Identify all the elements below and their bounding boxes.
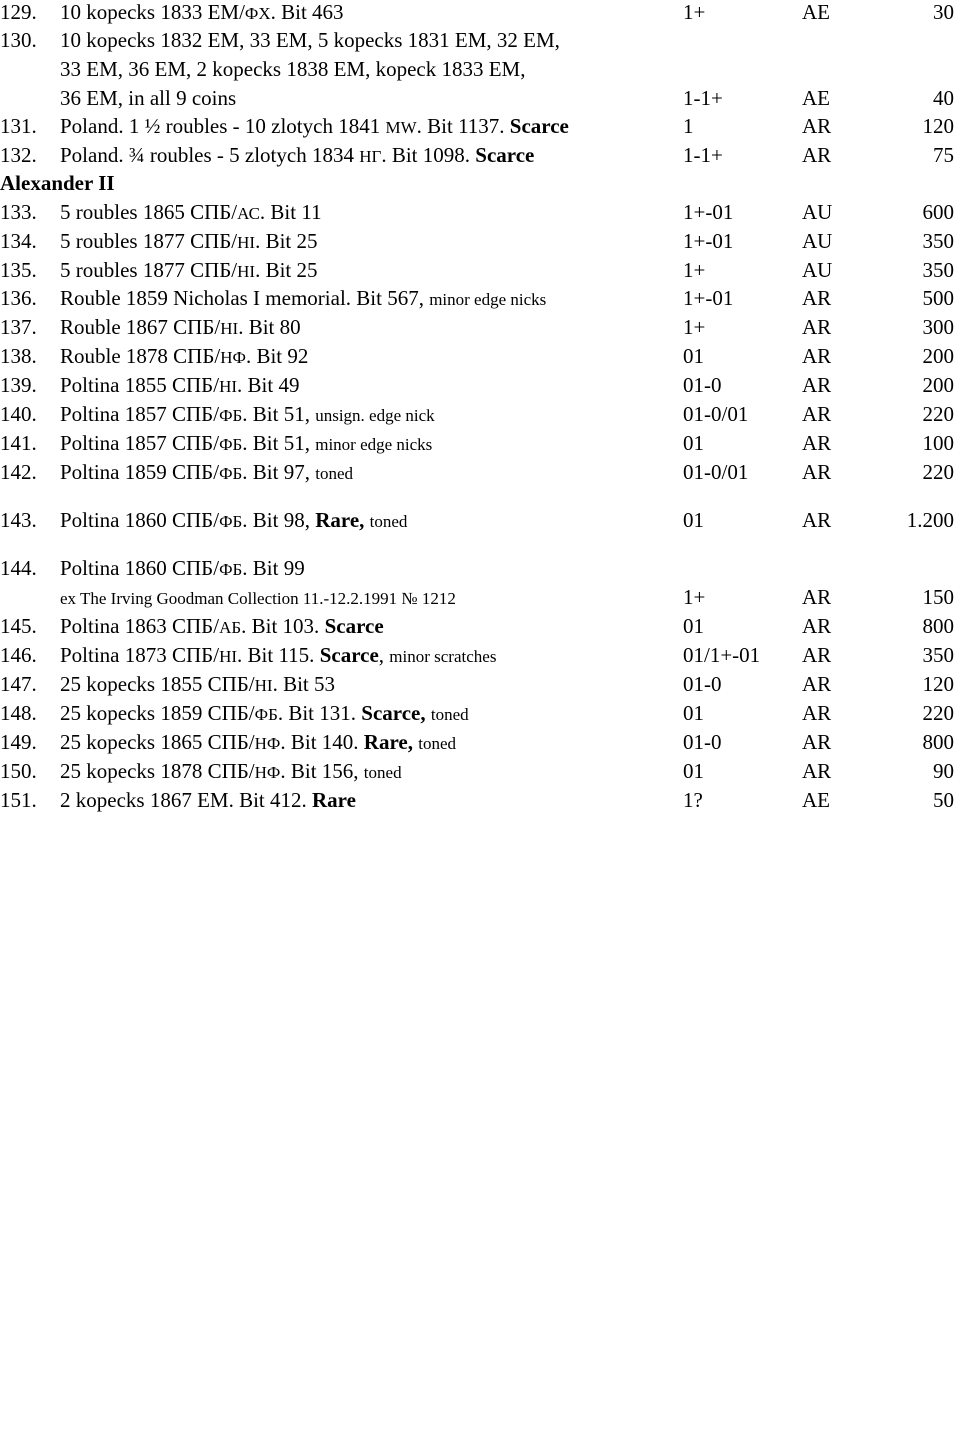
lot-row bbox=[0, 0, 960, 27]
description-part: . Bit 25 bbox=[255, 229, 318, 253]
lot-price: 30 bbox=[933, 0, 954, 24]
lot-description bbox=[60, 506, 407, 536]
lot-price: 1.200 bbox=[906, 508, 954, 532]
lot-description bbox=[60, 670, 335, 700]
lot-row bbox=[0, 371, 960, 400]
lot-row bbox=[0, 583, 960, 612]
description-part: . Bit 11 bbox=[259, 200, 322, 224]
lot-description bbox=[60, 26, 560, 55]
lot-price: 350 bbox=[922, 258, 954, 282]
lot-number: 143. bbox=[0, 508, 37, 532]
lot-number: 142. bbox=[0, 460, 37, 484]
lot-grade: 01 bbox=[683, 431, 704, 455]
lot-metal: AR bbox=[802, 431, 832, 455]
description-part: НФ bbox=[220, 348, 246, 367]
lot-row bbox=[0, 55, 960, 84]
description-part: Poltina 1873 СПБ/ bbox=[60, 643, 220, 667]
lot-grade: 01-0 bbox=[683, 373, 722, 397]
lot-price: 800 bbox=[922, 730, 954, 754]
lot-grade: 01-0/01 bbox=[683, 460, 749, 484]
lot-metal: AR bbox=[802, 730, 832, 754]
lot-number: 136. bbox=[0, 286, 37, 310]
description-part: . Bit 25 bbox=[255, 258, 318, 282]
lot-description bbox=[60, 612, 384, 642]
description-part: 25 kopecks 1878 СПБ/ bbox=[60, 759, 255, 783]
description-part: 33 EM, 36 EM, 2 kopecks 1838 EM, kopeck 1833 EM, bbox=[60, 57, 526, 81]
lot-grade: 01/1+-01 bbox=[683, 643, 761, 667]
lot-price: 220 bbox=[922, 701, 954, 725]
lot-price: 90 bbox=[933, 759, 954, 783]
lot-number: 146. bbox=[0, 643, 37, 667]
lot-number: 138. bbox=[0, 344, 37, 368]
lot-price: 220 bbox=[922, 402, 954, 426]
lot-grade: 01-0/01 bbox=[683, 402, 749, 426]
lot-description bbox=[60, 786, 356, 815]
lot-price: 300 bbox=[922, 315, 954, 339]
lot-number: 151. bbox=[0, 788, 37, 812]
description-part: . Bit 99 bbox=[242, 556, 305, 580]
lot-number: 148. bbox=[0, 701, 37, 725]
lot-number: 150. bbox=[0, 759, 37, 783]
lot-row bbox=[0, 670, 960, 699]
description-part: . Bit 98, bbox=[242, 508, 316, 532]
lot-description bbox=[60, 112, 569, 142]
lot-grade: 1-1+ bbox=[683, 86, 723, 110]
lot-grade: 1? bbox=[683, 788, 703, 812]
description-part: 36 EM, in all 9 coins bbox=[60, 86, 237, 110]
lot-description bbox=[60, 84, 236, 113]
description-part: 10 kopecks 1833 EM/ bbox=[60, 0, 245, 24]
lot-description bbox=[60, 583, 456, 613]
description-part: . Bit 140. bbox=[280, 730, 364, 754]
lot-row bbox=[0, 506, 960, 535]
description-part: . Bit 156, bbox=[280, 759, 364, 783]
description-part: . Bit 49 bbox=[237, 373, 300, 397]
lot-metal: AR bbox=[802, 701, 832, 725]
lot-metal: AR bbox=[802, 585, 832, 609]
lot-description bbox=[60, 55, 525, 84]
description-part: toned bbox=[315, 464, 353, 483]
description-part: . Bit 80 bbox=[238, 315, 301, 339]
lot-description bbox=[60, 757, 402, 787]
lot-row bbox=[0, 400, 960, 429]
description-part: Rare bbox=[312, 788, 356, 812]
description-part: . Bit 115. bbox=[237, 643, 320, 667]
lot-row bbox=[0, 699, 960, 728]
lot-price: 350 bbox=[922, 229, 954, 253]
lot-number: 130. bbox=[0, 28, 37, 52]
lot-description bbox=[60, 284, 546, 314]
lot-number: 137. bbox=[0, 315, 37, 339]
lot-metal: AR bbox=[802, 460, 832, 484]
description-part: toned bbox=[430, 705, 469, 724]
lot-row bbox=[0, 112, 960, 141]
description-part: . Bit 97, bbox=[242, 460, 316, 484]
description-part: . Bit 51, bbox=[242, 402, 316, 426]
description-part: minor edge nicks bbox=[429, 290, 547, 309]
lot-metal: AR bbox=[802, 286, 832, 310]
lot-row bbox=[0, 554, 960, 583]
description-part: ФХ bbox=[244, 4, 271, 23]
description-part: Rouble 1878 СПБ/ bbox=[60, 344, 221, 368]
lot-price: 800 bbox=[922, 614, 954, 638]
description-part: Poltina 1860 СПБ/ bbox=[60, 556, 220, 580]
lot-metal: AU bbox=[802, 229, 833, 253]
lot-row bbox=[0, 757, 960, 786]
lot-description bbox=[60, 641, 496, 671]
description-part: Poltina 1857 СПБ/ bbox=[60, 431, 220, 455]
description-part: НІ bbox=[219, 377, 238, 396]
lot-grade: 01 bbox=[683, 614, 704, 638]
lot-row bbox=[0, 641, 960, 670]
lot-row bbox=[0, 786, 960, 815]
lot-grade: 01-0 bbox=[683, 730, 722, 754]
description-part: , bbox=[378, 643, 390, 667]
lot-metal: AR bbox=[802, 315, 832, 339]
description-part: Rouble 1867 СПБ/ bbox=[60, 315, 221, 339]
lot-metal: AR bbox=[802, 143, 832, 167]
description-part: . Bit 1137. bbox=[416, 114, 510, 138]
lot-grade: 1+-01 bbox=[683, 286, 734, 310]
section-heading: Alexander II bbox=[0, 171, 115, 195]
lot-description bbox=[60, 699, 469, 729]
lot-description bbox=[60, 371, 299, 401]
lot-metal: AR bbox=[802, 672, 832, 696]
description-part: Scarce bbox=[319, 643, 379, 667]
description-part: ex The Irving Goodman Collection 11.-12.2.1991 № 1212 bbox=[60, 589, 456, 608]
description-part: НІ bbox=[219, 647, 238, 666]
lot-description bbox=[60, 554, 305, 584]
description-part: Scarce bbox=[475, 143, 535, 167]
description-part: ФБ bbox=[219, 560, 243, 579]
description-part: Poltina 1859 СПБ/ bbox=[60, 460, 220, 484]
description-part: НІ bbox=[237, 262, 256, 281]
lot-row bbox=[0, 256, 960, 285]
lot-metal: AR bbox=[802, 643, 832, 667]
lot-price: 120 bbox=[922, 672, 954, 696]
lot-price: 350 bbox=[922, 643, 954, 667]
description-part: Rouble 1859 Nicholas I memorial. Bit 567, bbox=[60, 286, 430, 310]
lot-description bbox=[60, 141, 534, 171]
lot-price: 500 bbox=[922, 286, 954, 310]
lot-description bbox=[60, 227, 318, 257]
description-part: Poland. ¾ roubles - 5 zlotych 1834 bbox=[60, 143, 360, 167]
lot-metal: AR bbox=[802, 508, 832, 532]
description-part: . Bit 103. bbox=[241, 614, 325, 638]
lot-grade: 1-1+ bbox=[683, 143, 723, 167]
lot-description bbox=[60, 198, 322, 228]
description-part: toned bbox=[369, 512, 408, 531]
description-part: Rare, bbox=[363, 730, 413, 754]
lot-metal: AR bbox=[802, 373, 832, 397]
lot-grade: 01 bbox=[683, 759, 704, 783]
lot-grade: 01 bbox=[683, 508, 704, 532]
lot-grade: 1+ bbox=[683, 585, 706, 609]
description-part: 2 kopecks 1867 EM. Bit 412. bbox=[60, 788, 312, 812]
description-part: НІ bbox=[254, 676, 273, 695]
lot-price: 150 bbox=[922, 585, 954, 609]
lot-description bbox=[60, 728, 456, 758]
lot-row bbox=[0, 26, 960, 55]
description-part: ФБ bbox=[219, 435, 243, 454]
lot-row bbox=[0, 612, 960, 641]
description-part: . Bit 131. bbox=[277, 701, 362, 725]
description-part: 5 roubles 1877 СПБ/ bbox=[60, 229, 238, 253]
description-part: Poltina 1857 СПБ/ bbox=[60, 402, 220, 426]
lot-grade: 1+ bbox=[683, 0, 706, 24]
description-part: minor scratches bbox=[389, 647, 497, 666]
description-part: 25 kopecks 1855 СПБ/ bbox=[60, 672, 255, 696]
description-part: НФ bbox=[254, 763, 281, 782]
lot-grade: 1+ bbox=[683, 258, 706, 282]
lot-number: 139. bbox=[0, 373, 37, 397]
lot-description bbox=[60, 429, 432, 459]
lot-number: 132. bbox=[0, 143, 37, 167]
description-part: НГ bbox=[359, 147, 382, 166]
lot-description bbox=[60, 458, 353, 488]
description-part: 5 roubles 1877 СПБ/ bbox=[60, 258, 238, 282]
lot-metal: AE bbox=[802, 788, 830, 812]
lot-number: 141. bbox=[0, 431, 37, 455]
lot-row bbox=[0, 313, 960, 342]
description-part: . Bit 463 bbox=[270, 0, 344, 24]
description-part: ФБ bbox=[254, 705, 278, 724]
description-part: toned bbox=[363, 763, 402, 782]
lot-number: 144. bbox=[0, 556, 37, 580]
lot-row bbox=[0, 227, 960, 256]
lot-number: 140. bbox=[0, 402, 37, 426]
lot-grade: 1+ bbox=[683, 315, 706, 339]
description-part: 5 roubles 1865 СПБ/ bbox=[60, 200, 238, 224]
description-part: . Bit 1098. bbox=[381, 143, 476, 167]
lot-price: 40 bbox=[933, 86, 954, 110]
lot-number: 145. bbox=[0, 614, 37, 638]
lot-price: 220 bbox=[922, 460, 954, 484]
description-part: Poland. 1 ½ roubles - 10 zlotych 1841 bbox=[60, 114, 386, 138]
lot-grade: 01-0 bbox=[683, 672, 722, 696]
lot-grade: 01 bbox=[683, 701, 704, 725]
description-part: toned bbox=[418, 734, 457, 753]
description-part: 25 kopecks 1865 СПБ/ bbox=[60, 730, 255, 754]
lot-row bbox=[0, 84, 960, 113]
lot-description bbox=[60, 256, 318, 286]
description-part: ФБ bbox=[219, 464, 243, 483]
lot-grade: 1+-01 bbox=[683, 200, 734, 224]
lot-metal: AU bbox=[802, 258, 833, 282]
lot-price: 200 bbox=[922, 344, 954, 368]
lot-number: 131. bbox=[0, 114, 37, 138]
lot-description bbox=[60, 400, 435, 430]
lot-row bbox=[0, 141, 960, 170]
lot-row bbox=[0, 342, 960, 371]
lot-price: 50 bbox=[933, 788, 954, 812]
lot-row bbox=[0, 198, 960, 227]
lot-metal: AR bbox=[802, 614, 832, 638]
description-part: Poltina 1860 СПБ/ bbox=[60, 508, 220, 532]
lot-description bbox=[60, 0, 344, 28]
description-part: НФ bbox=[254, 734, 281, 753]
description-part: . Bit 92 bbox=[245, 344, 309, 368]
lot-grade: 1+-01 bbox=[683, 229, 734, 253]
description-part: Scarce bbox=[509, 114, 569, 138]
lot-metal: AU bbox=[802, 200, 833, 224]
description-part: Poltina 1855 СПБ/ bbox=[60, 373, 220, 397]
description-part: АС bbox=[237, 204, 260, 223]
description-part: АБ bbox=[219, 618, 242, 637]
description-part: Scarce bbox=[324, 614, 384, 638]
lot-metal: AR bbox=[802, 402, 832, 426]
description-part: ФБ bbox=[219, 406, 243, 425]
lot-number: 134. bbox=[0, 229, 37, 253]
lot-price: 100 bbox=[922, 431, 954, 455]
lot-number: 149. bbox=[0, 730, 37, 754]
lot-row bbox=[0, 284, 960, 313]
lot-metal: AR bbox=[802, 344, 832, 368]
description-part: НІ bbox=[220, 319, 239, 338]
lot-price: 75 bbox=[933, 143, 954, 167]
lot-price: 200 bbox=[922, 373, 954, 397]
description-part: Rare, bbox=[315, 508, 365, 532]
lot-description bbox=[60, 313, 301, 343]
lot-metal: AR bbox=[802, 759, 832, 783]
description-part: ФБ bbox=[219, 512, 243, 531]
description-part: 25 kopecks 1859 СПБ/ bbox=[60, 701, 255, 725]
lot-price: 600 bbox=[922, 200, 954, 224]
description-part: Poltina 1863 СПБ/ bbox=[60, 614, 220, 638]
lot-metal: AE bbox=[802, 0, 830, 24]
lot-row bbox=[0, 429, 960, 458]
description-part: minor edge nicks bbox=[315, 435, 433, 454]
description-part: unsign. edge nick bbox=[315, 406, 435, 425]
description-part: . Bit 51, bbox=[242, 431, 316, 455]
lot-grade: 1 bbox=[683, 114, 694, 138]
lot-number: 135. bbox=[0, 258, 37, 282]
lot-price: 120 bbox=[922, 114, 954, 138]
description-part: 10 kopecks 1832 EM, 33 EM, 5 kopecks 1831 EM, 32 EM, bbox=[60, 28, 560, 52]
lot-number: 147. bbox=[0, 672, 37, 696]
lot-row bbox=[0, 458, 960, 487]
lot-metal: AR bbox=[802, 114, 832, 138]
description-part: Scarce, bbox=[361, 701, 426, 725]
lot-grade: 01 bbox=[683, 344, 704, 368]
lot-number: 129. bbox=[0, 0, 37, 24]
lot-description bbox=[60, 342, 308, 372]
description-part: НІ bbox=[237, 233, 256, 252]
lot-row bbox=[0, 728, 960, 757]
description-part: . Bit 53 bbox=[272, 672, 336, 696]
lot-metal: AE bbox=[802, 86, 830, 110]
description-part: MW bbox=[385, 118, 417, 137]
lot-number: 133. bbox=[0, 200, 37, 224]
